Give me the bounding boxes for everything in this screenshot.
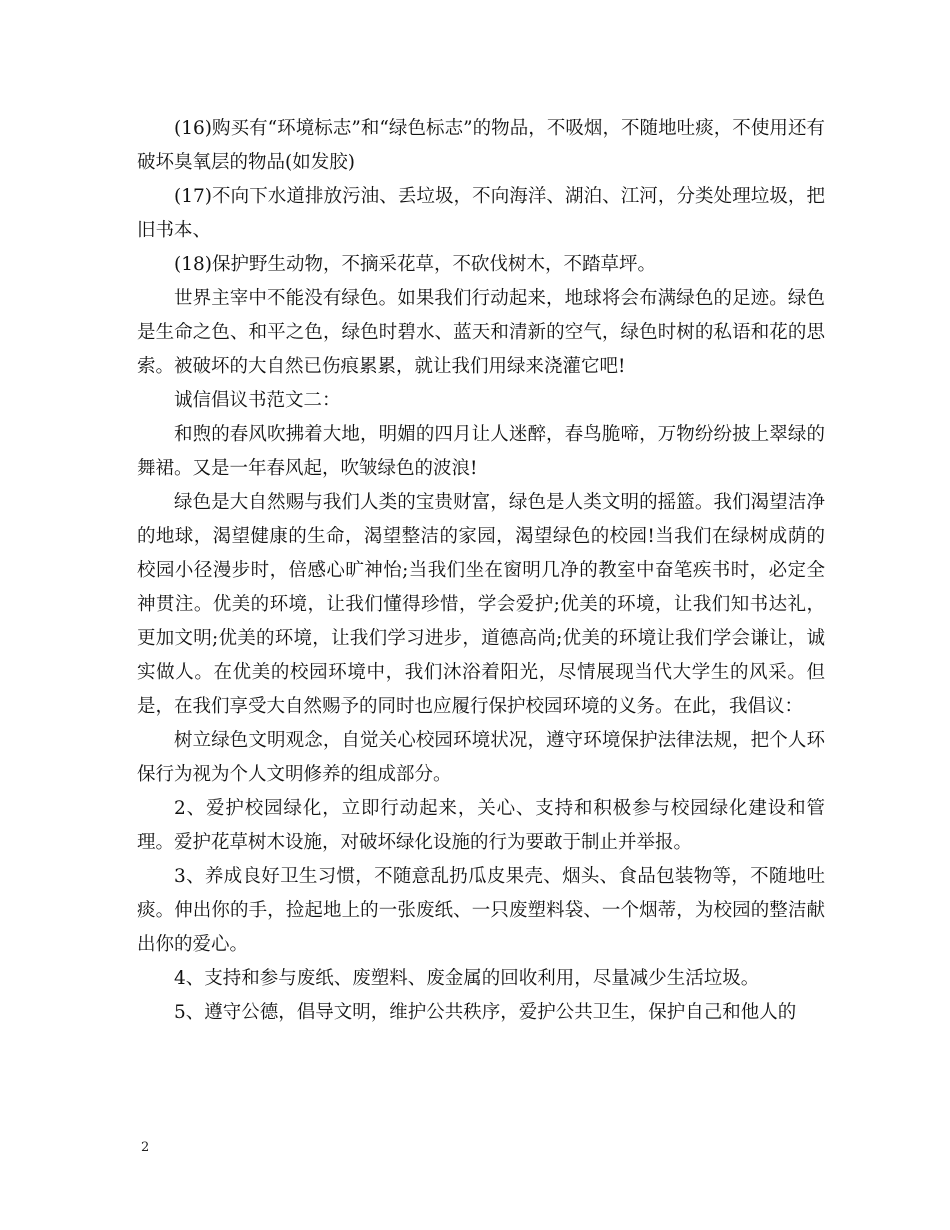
page-number: 2 xyxy=(141,1140,150,1155)
paragraph-proposal-3: 3、养成良好卫生习惯，不随意乱扔瓜皮果壳、烟头、食品包装物等，不随地吐痰。伸出你的手，捡起地上的一张废纸、一只废塑料袋、一个烟蒂，为校园的整洁献出你的爱心。 xyxy=(137,866,825,955)
paragraph-proposal-5: 5、遵守公德，倡导文明，维护公共秩序，爱护公共卫生，保护自己和他人的 xyxy=(174,1002,797,1023)
paragraph-proposal-4: 4、支持和参与废纸、废塑料、废金属的回收利用，尽量减少生活垃圾。 xyxy=(174,968,760,989)
document-body xyxy=(137,112,825,1030)
paragraph-spring-breeze: 和煦的春风吹拂着大地，明媚的四月让人迷醉，春鸟脆啼，万物纷纷披上翠绿的舞裙。又是一年春风起，吹皱绿色的波浪! xyxy=(137,424,825,479)
paragraph-green-world: 世界主宰中不能没有绿色。如果我们行动起来，地球将会布满绿色的足迹。绿色是生命之色、和平之色，绿色时碧水、蓝天和清新的空气，绿色时树的私语和花的思索。被破坏的大自然已伤痕累累，就让我们用绿来浇灌它吧! xyxy=(137,288,825,377)
paragraph-item-18: (18)保护野生动物，不摘采花草，不砍伐树木，不踏草坪。 xyxy=(174,254,656,275)
section-heading-sample-two: 诚信倡议书范文二： xyxy=(174,390,341,411)
paragraph-proposal-1: 树立绿色文明观念，自觉关心校园环境状况，遵守环境保护法律法规，把个人环保行为视为个人文明修养的组成部分。 xyxy=(137,730,825,785)
paragraph-item-17: (17)不向下水道排放污油、丢垃圾，不向海洋、湖泊、江河，分类处理垃圾，把旧书本、 xyxy=(137,186,825,241)
paragraph-proposal-2: 2、爱护校园绿化，立即行动起来，关心、支持和积极参与校园绿化建设和管理。爱护花草树木设施，对破坏绿化设施的行为要敢于制止并举报。 xyxy=(137,798,825,853)
paragraph-green-wealth: 绿色是大自然赐与我们人类的宝贵财富，绿色是人类文明的摇篮。我们渴望洁净的地球，渴望健康的生命，渴望整洁的家园，渴望绿色的校园!当我们在绿树成荫的校园小径漫步时，倍感心旷神怡;当我们坐在窗明几净的教室中奋笔疾书时，必定全神贯注。优美的环境，让我们懂得珍惜，学会爱护;优美的环境，让我们知书达礼，更加文明;优美的环境，让我们学习进步，道德高尚;优美的环境让我们学会谦让，诚实做人。在优美的校园环境中，我们沐浴着阳光，尽情展现当代大学生的风采。但是，在我们享受大自然赐予的同时也应履行保护校园环境的义务。在此，我倡议： xyxy=(137,492,825,717)
paragraph-item-16: (16)购买有“环境标志”和“绿色标志”的物品，不吸烟，不随地吐痰，不使用还有破坏臭氧层的物品(如发胶) xyxy=(137,118,825,173)
